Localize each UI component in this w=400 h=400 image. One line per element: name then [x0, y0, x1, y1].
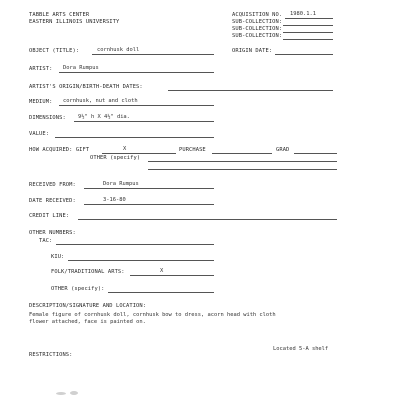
- date-received-value: 3-16-80: [103, 197, 126, 203]
- sub-collection-1-line: [283, 25, 333, 26]
- other-specify-2-line: [108, 292, 214, 293]
- medium-line: [59, 105, 214, 106]
- received-from-line: [84, 188, 214, 189]
- folk-arts-line: [130, 275, 214, 276]
- institution-name: TABBLE ARTS CENTER: [29, 12, 90, 18]
- how-acquired-label: HOW ACQUIRED: GIFT: [29, 147, 90, 153]
- description-line-1: Female figure of cornhusk doll, cornhusk bow to dress, acorn head with cloth: [29, 312, 276, 318]
- other-specify-line-2: [148, 169, 337, 170]
- kiu-label: KIU:: [51, 254, 65, 260]
- university-name: EASTERN ILLINOIS UNIVERSITY: [29, 19, 120, 25]
- folk-arts-label: FOLK/TRADITIONAL ARTS:: [51, 269, 125, 275]
- gift-mark: X: [123, 146, 127, 152]
- restrictions-label: RESTRICTIONS:: [29, 352, 73, 358]
- artist-origin-line: [168, 90, 333, 91]
- medium-label: MEDIUM:: [29, 99, 53, 105]
- artist-line: [59, 72, 214, 73]
- credit-line-label: CREDIT LINE:: [29, 213, 70, 219]
- tac-line: [56, 244, 214, 245]
- purchase-line: [212, 153, 272, 154]
- acquisition-no-value: 1980.1.1: [290, 11, 316, 17]
- value-line: [55, 137, 214, 138]
- other-specify-label: OTHER (specify): [90, 155, 141, 161]
- scan-mark-2: [70, 391, 78, 395]
- dimensions-label: DIMENSIONS:: [29, 115, 66, 121]
- description-label: DESCRIPTION/SIGNATURE AND LOCATION:: [29, 303, 147, 309]
- description-line-2: flower attached, face is painted on.: [29, 319, 146, 325]
- purchase-label: PURCHASE: [179, 147, 206, 153]
- gift-line: [102, 153, 176, 154]
- received-from-value: Dora Rumpus: [103, 181, 139, 187]
- artist-value: Dora Rumpus: [63, 65, 99, 71]
- received-from-label: RECEIVED FROM:: [29, 182, 76, 188]
- dimensions-line: [74, 121, 214, 122]
- kiu-line: [68, 260, 214, 261]
- acquisition-no-label: ACQUISITION NO.: [232, 12, 283, 18]
- credit-line-line: [78, 219, 337, 220]
- other-specify-line: [148, 161, 337, 162]
- date-received-line: [84, 204, 214, 205]
- sub-collection-1-label: SUB-COLLECTION:: [232, 19, 283, 25]
- dimensions-value: 9½" h X 4½" dia.: [78, 114, 130, 120]
- other-numbers-label: OTHER NUMBERS:: [29, 230, 76, 236]
- value-label: VALUE:: [29, 131, 50, 137]
- object-title-value: cornhusk doll: [97, 47, 140, 53]
- origin-date-label: ORIGIN DATE:: [232, 48, 273, 54]
- sub-collection-2-label: SUB-COLLECTION:: [232, 26, 283, 32]
- grad-line: [294, 153, 337, 154]
- artist-label: ARTIST:: [29, 66, 53, 72]
- medium-value: cornhusk, nut and cloth: [63, 98, 138, 104]
- sub-collection-3-label: SUB-COLLECTION:: [232, 33, 283, 39]
- grad-label: GRAD: [276, 147, 290, 153]
- sub-collection-2-line: [283, 32, 333, 33]
- artist-origin-label: ARTIST'S ORIGIN/BIRTH-DEATH DATES:: [29, 84, 143, 90]
- other-specify-2-label: OTHER (specify):: [51, 286, 105, 292]
- tac-label: TAC:: [39, 238, 53, 244]
- object-title-line: [92, 54, 214, 55]
- location-note: Located 5-A shelf: [273, 346, 329, 352]
- origin-date-line: [275, 54, 333, 55]
- date-received-label: DATE RECEIVED:: [29, 198, 76, 204]
- scan-mark: [56, 392, 66, 395]
- sub-collection-3-line: [283, 39, 333, 40]
- folk-arts-mark: X: [160, 268, 164, 274]
- object-title-label: OBJECT (TITLE):: [29, 48, 80, 54]
- acquisition-no-line: [285, 18, 333, 19]
